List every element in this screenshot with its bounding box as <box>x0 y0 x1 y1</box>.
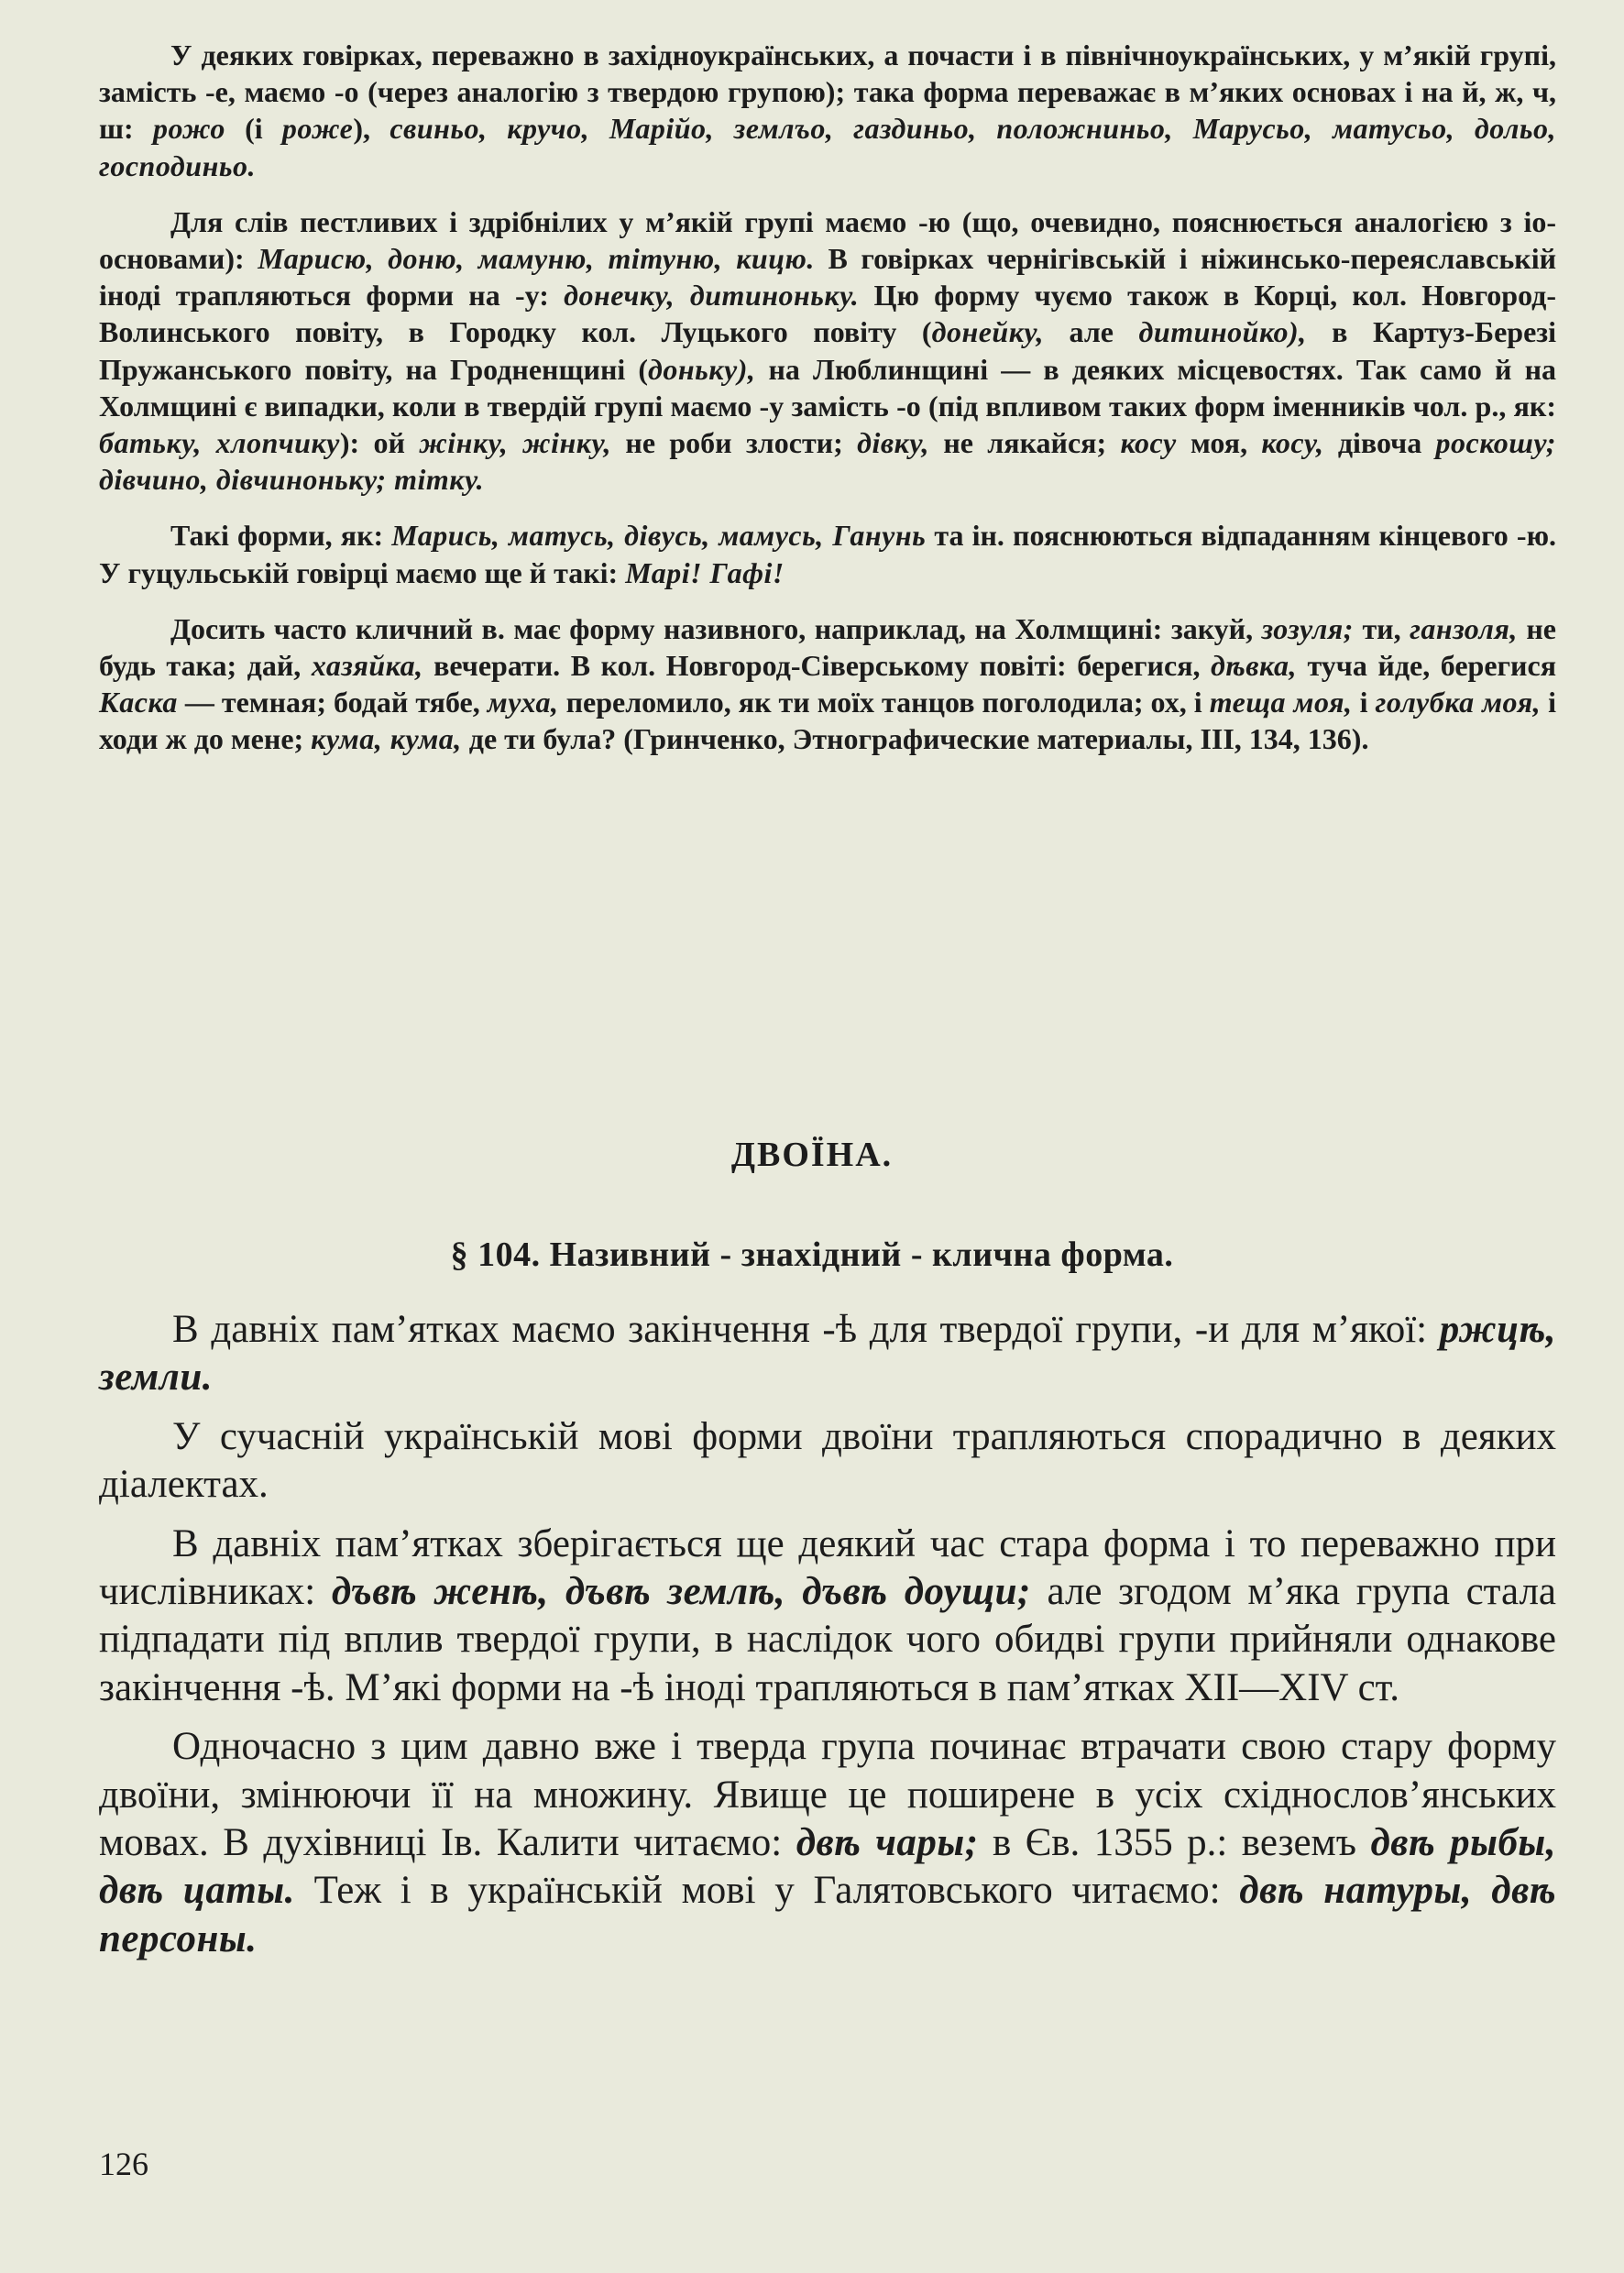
italic-example: дѣвка, <box>1211 649 1297 683</box>
paragraph: У деяких говірках, переважно в західноукраїнських, а почасти і в північноукраїнських, у м’якій групі, замість -е, маємо -о (через аналогію з твердою групою); така форма переважає в м’яких основах і на й, ж, ч, ш: рожо (і роже), свиньо, кручо, Марійо, землъо, газдиньо, положниньо, Марусьо, матусьо, дольо, господиньо. <box>99 38 1557 182</box>
italic-example: роскошу; дівчино, дівчиноньку; тітку. <box>99 426 1557 497</box>
italic-example: косу, <box>1261 426 1324 460</box>
page-number: 126 <box>99 2146 148 2182</box>
italic-example: дитинойко), <box>1138 315 1307 349</box>
paragraph: Такі форми, як: Марись, матусь, дівусь, мамусь, Ганунь та ін. пояснюються відпаданням кінцевого -ю. У гуцульській говірці маємо ще й такі: Марі! Гафі! <box>99 519 1557 589</box>
paragraph: Для слів пестливих і здрібнілих у м’якій групі маємо -ю (що, очевидно, пояснюється аналогією з іо-основами): Марисю, доню, мамуню, тітуню, кицю. В говірках чернігівській і ніжинсько-переяславській іноді трапляються форми на -у: донечку, дитиноньку. Цю форму чуємо також в Корці, кол. Новгород-Волинського повіту, в Городку кол. Луцького повіту (донейку, але дитинойко), в Картуз-Березі Пружанського повіту, на Гродненщині (доньку), на Люблинщині — в деяких місцевостях. Так само й на Холмщині є випадки, коли в твердій групі маємо -у замість -о (під впливом таких форм іменників чол. р., як: батьку, хлопчику): ой жінку, жінку, не роби злости; дівку, не лякайся; косу моя, косу, дівоча роскошу; дівчино, дівчиноньку; тітку. <box>99 204 1557 497</box>
italic-example: двѣ рыбы, двѣ цаты. <box>99 1821 1557 1913</box>
chapter-heading: ДВОЇНА. <box>730 1136 894 1174</box>
italic-example: дъвѣ женѣ, дъвѣ землѣ, дъвѣ доущи; <box>331 1570 1031 1614</box>
italic-example: доньку), <box>648 352 756 386</box>
paragraph: У сучасній українській мові форми двоїни трапляються спорадично в деяких діалектах. <box>99 1414 1556 1507</box>
paragraph: Одночасно з цим давно вже і тверда група починає втрачати свою стару форму двоїни, змінюючи її на множину. Явище це поширене в усіх східнослов’янських мовах. В духівниці Ів. Калити читаємо: двѣ чары; в Єв. 1355 р.: веземъ двѣ рыбы, двѣ цаты. Теж і в українській мові у Галятовського читаємо: двѣ натуры, двѣ персоны. <box>99 1725 1557 1960</box>
paragraph: В давніх пам’ятках зберігається ще деякий час стара форма і то переважно при числівниках: дъвѣ женѣ, дъвѣ землѣ, дъвѣ доущи; але згодом м’яка група стала підпадати під вплив твердої групи, в наслідок чого обидві групи прийняли однакове закінчення -ѣ. М’які форми на -ѣ іноді трапляються в пам’ятках XII—XIV ст. <box>99 1521 1556 1709</box>
paragraph: В давніх пам’ятках маємо закінчення -ѣ для твердої групи, -и для м’якої: ржцѣ, земли. <box>99 1308 1556 1400</box>
paragraph: Досить часто кличний в. має форму називного, наприклад, на Холмщині: закуй, зозуля; ти, ганзоля, не будь така; дай, хазяйка, вечерати. В кол. Новгород-Сіверському повіті: берегися, дѣвка, туча йде, берегися Каска — темная; бодай тябе, муха, переломило, як ти моїх танцов поголодила; ох, і теща моя, і голубка моя, і ходи ж до мене; кума, кума, де ти була? (Гринченко, Этнографические материалы, III, 134, 136). <box>99 611 1557 756</box>
italic-example: двѣ натуры, двѣ персоны. <box>99 1869 1556 1960</box>
italic-example: Марисю, доню, мамуню, тітуню, кицю. <box>258 242 815 276</box>
italic-example: рожо <box>152 112 225 146</box>
italic-example: жінку, жінку, <box>419 426 612 460</box>
italic-example: Каска <box>99 686 178 719</box>
text-block-dual <box>99 1306 1556 1974</box>
italic-example: Марись, матусь, дівусь, мамусь, Ганунь <box>391 519 927 553</box>
italic-example: Марі! Гафі! <box>625 555 785 589</box>
italic-example: батьку, хлопчику <box>99 426 340 460</box>
text-block-vocative <box>99 37 1556 777</box>
italic-example: хазяйка, <box>311 649 423 683</box>
italic-example: теща моя, <box>1209 686 1353 719</box>
italic-example: голубка моя, <box>1375 686 1542 719</box>
section-heading: § 104. Називний - знахідний - клична форма. <box>450 1235 1174 1274</box>
italic-example: роже <box>281 112 354 146</box>
italic-example: свиньо, кручо, Марійо, землъо, газдиньо, положниньо, Марусьо, матусьо, дольо, господиньо. <box>99 112 1557 182</box>
italic-example: двѣ чары; <box>796 1821 979 1865</box>
italic-example: ганзоля, <box>1410 611 1518 645</box>
italic-example: муха, <box>487 686 559 719</box>
italic-example: донейку, <box>931 315 1045 349</box>
italic-example: донечку, дитиноньку. <box>564 279 860 313</box>
italic-example: косу <box>1120 426 1177 460</box>
italic-example: ржцѣ, земли. <box>99 1308 1556 1400</box>
italic-example: зозуля; <box>1261 611 1354 645</box>
italic-example: кума, кума, <box>311 722 462 756</box>
italic-example: дівку, <box>857 426 929 460</box>
